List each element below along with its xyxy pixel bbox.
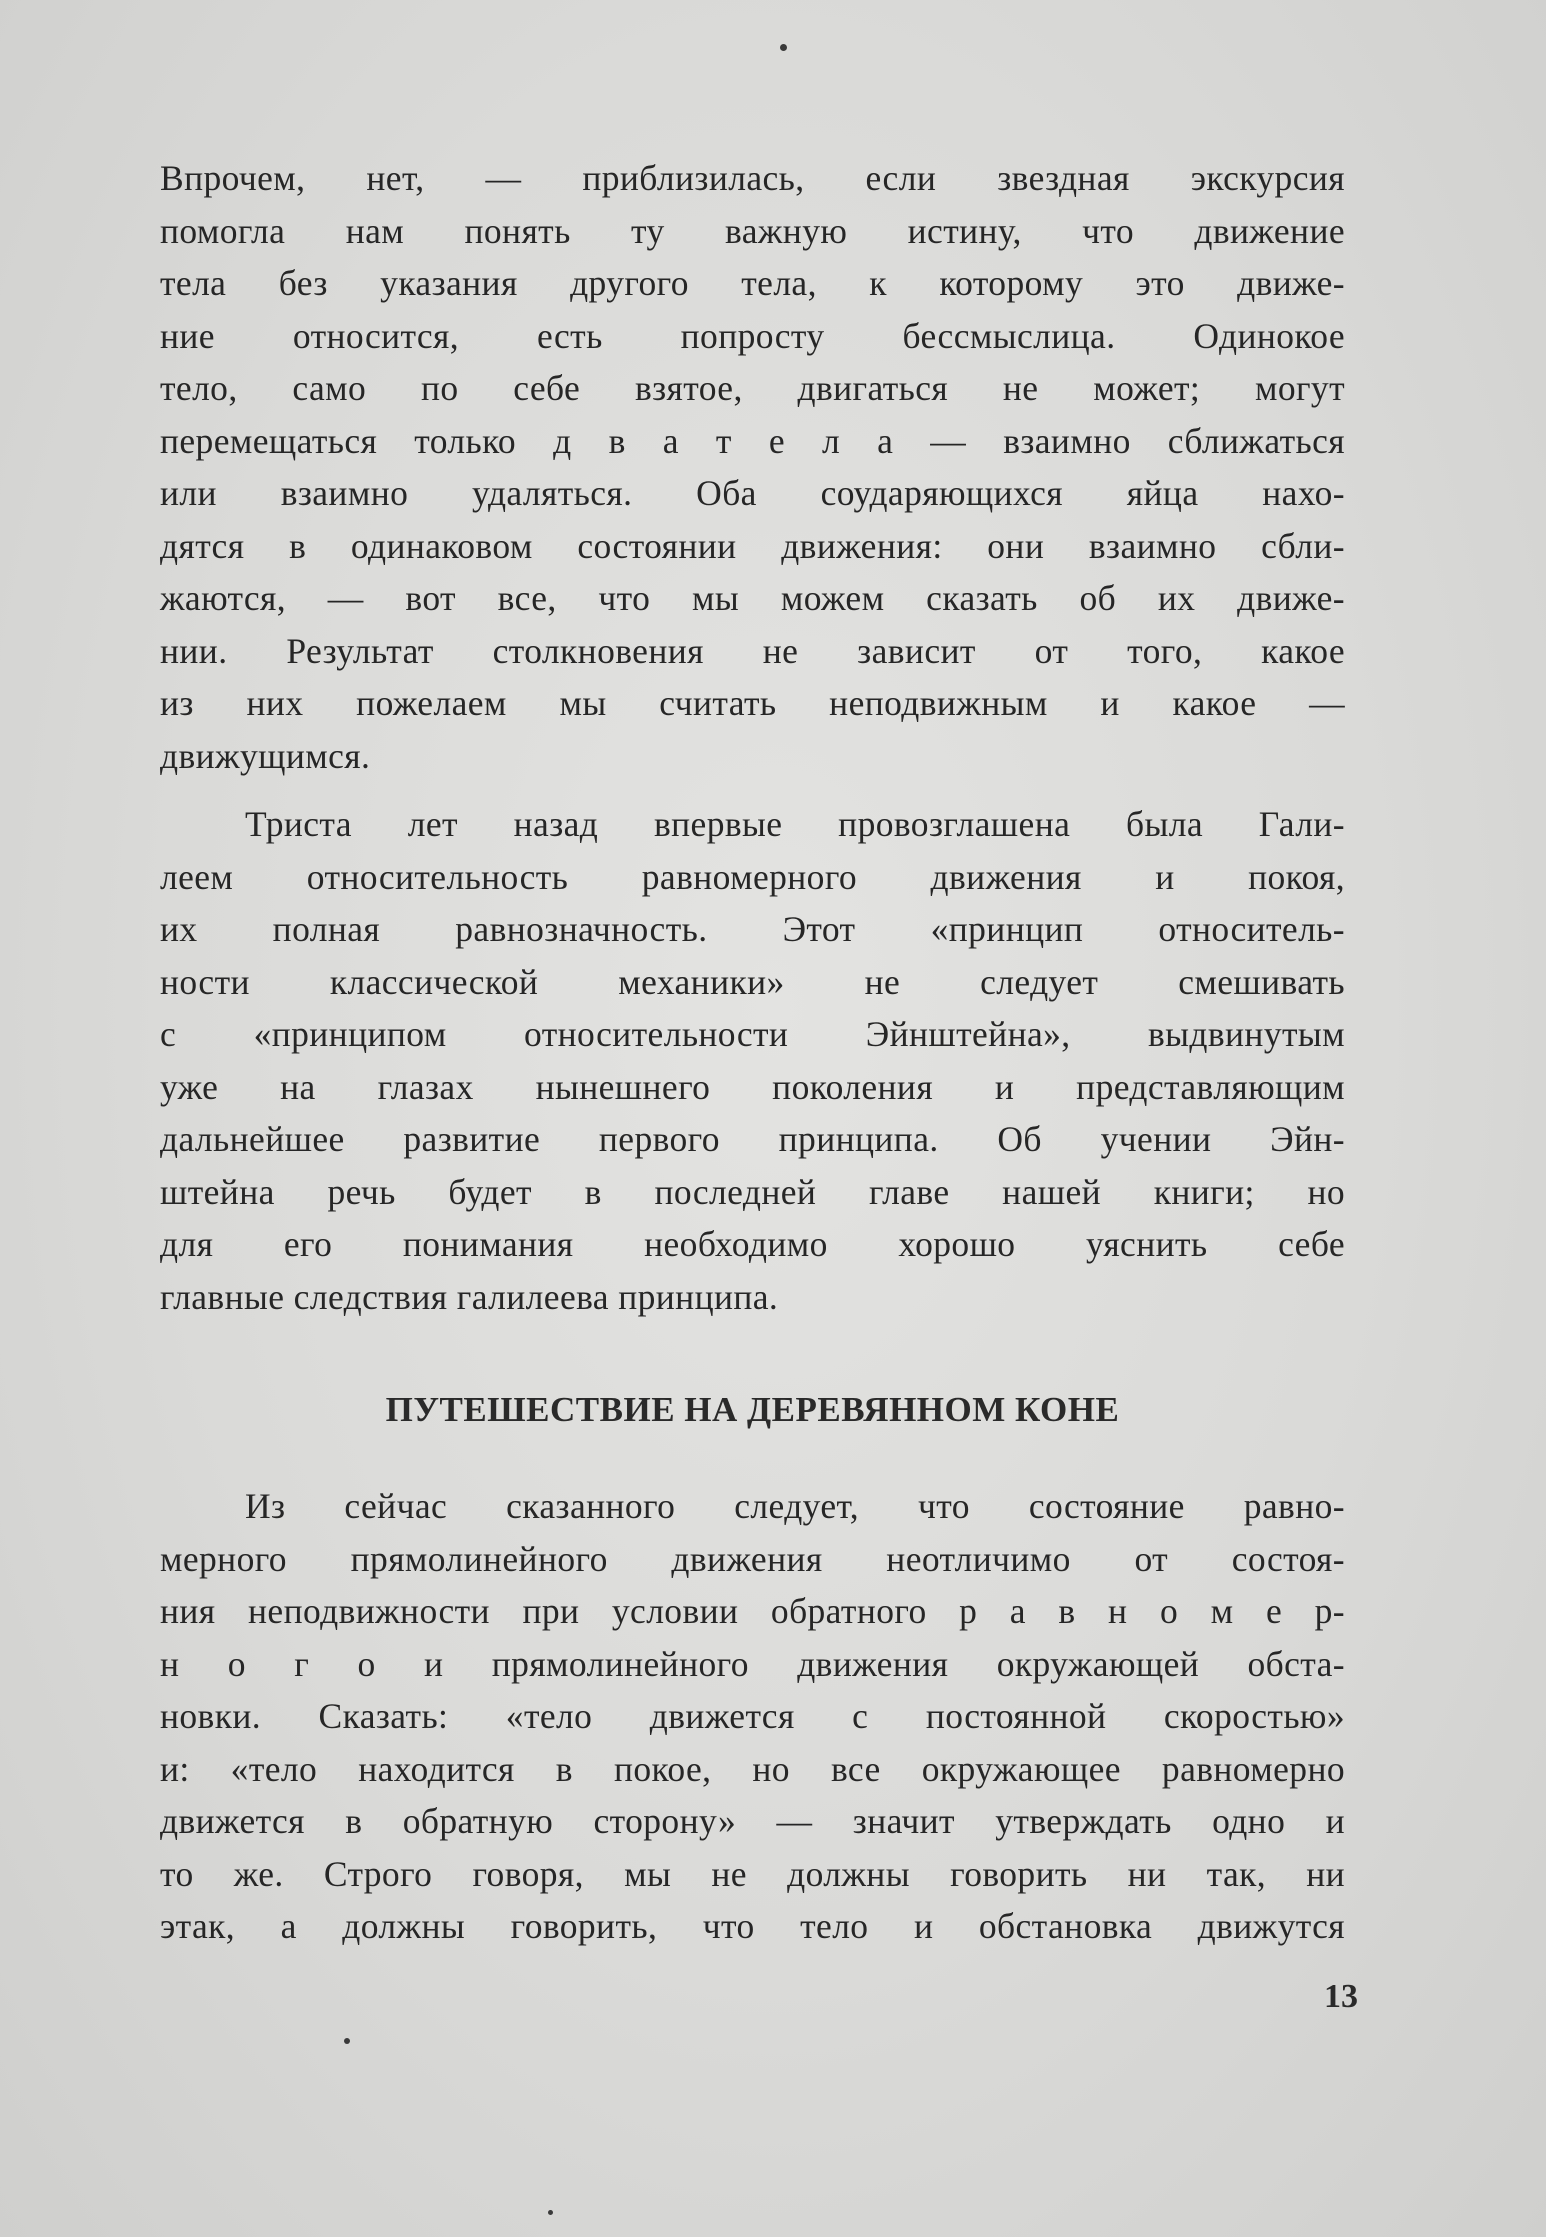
text-line: перемещаться только д в а т е л а — взаимно сближаться xyxy=(160,420,1345,461)
text-line: и: «тело находится в покое, но все окружающее равномерно xyxy=(160,1748,1345,1789)
text-line: дятся в одинаковом состоянии движения: они взаимно сбли- xyxy=(160,525,1345,566)
text-line: с «принципом относительности Эйнштейна», выдвинутым xyxy=(160,1014,1345,1054)
text-line: главные следствия галилеева принципа. xyxy=(160,1276,779,1317)
text-line: ности классической механики» не следует смешивать xyxy=(160,961,1345,1002)
section-heading: ПУТЕШЕСТВИЕ НА ДЕРЕВЯННОМ КОНЕ xyxy=(385,1390,1120,1429)
text-line: Из сейчас сказанного следует, что состояние равно- xyxy=(245,1486,1345,1526)
text-line: штейна речь будет в последней главе нашей книги; но xyxy=(160,1171,1345,1212)
text-line: или взаимно удаляться. Оба соударяющихся яйца нахо- xyxy=(160,473,1345,513)
text-line: новки. Сказать: «тело движется с постоянной скоростью» xyxy=(160,1696,1345,1736)
print-speck xyxy=(780,44,787,51)
text-line: тело, само по себе взятое, двигаться не может; могут xyxy=(160,368,1345,408)
text-line: то же. Строго говоря, мы не должны говорить ни так, ни xyxy=(160,1853,1345,1894)
text-line: их полная равнозначность. Этот «принцип относитель- xyxy=(160,909,1345,949)
text-line: жаются, — вот все, что мы можем сказать об их движе- xyxy=(160,578,1345,618)
text-line: для его понимания необходимо хорошо уяснить себе xyxy=(160,1224,1345,1264)
text-line: движется в обратную сторону» — значит утверждать одно и xyxy=(160,1801,1345,1841)
text-line: ние относится, есть попросту бессмыслица. Одинокое xyxy=(160,315,1345,356)
text-line: н о г о и прямолинейного движения окружающей обста- xyxy=(160,1643,1345,1684)
text-line: леем относительность равномерного движения и покоя, xyxy=(160,856,1345,897)
paragraph-2 xyxy=(160,798,1345,1323)
paragraph-3 xyxy=(160,1480,1345,1953)
text-line: нии. Результат столкновения не зависит от того, какое xyxy=(160,630,1345,671)
text-line: этак, а должны говорить, что тело и обстановка движутся xyxy=(160,1906,1345,1946)
paragraph-1 xyxy=(160,152,1345,782)
text-line: уже на глазах нынешнего поколения и представляющим xyxy=(160,1066,1345,1107)
text-line: дальнейшее развитие первого принципа. Об учении Эйн- xyxy=(160,1119,1345,1159)
text-line: ния неподвижности при условии обратного р а в н о м е р- xyxy=(160,1591,1345,1631)
text-line: Впрочем, нет, — приблизилась, если звездная экскурсия xyxy=(160,158,1345,198)
text-line: мерного прямолинейного движения неотличимо от состоя- xyxy=(160,1538,1345,1579)
text-line: Триста лет назад впервые провозглашена была Гали- xyxy=(245,804,1345,844)
print-speck xyxy=(344,2038,350,2044)
text-line: движущимся. xyxy=(160,735,371,776)
page-number: 13 xyxy=(1324,1978,1358,2015)
text-line: из них пожелаем мы считать неподвижным и какое — xyxy=(160,683,1345,723)
text-line: тела без указания другого тела, к которому это движе- xyxy=(160,263,1345,303)
text-line: помогла нам понять ту важную истину, что движение xyxy=(160,210,1345,251)
print-speck xyxy=(548,2210,553,2215)
